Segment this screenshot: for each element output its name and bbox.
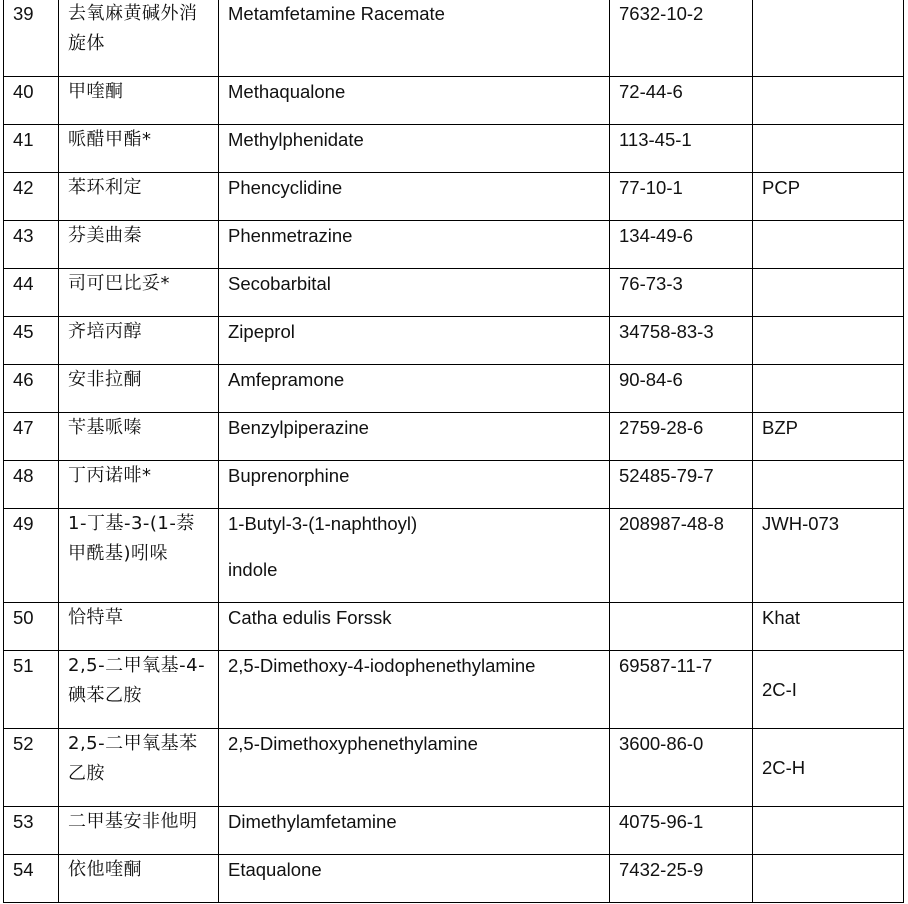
english-name-line2: indole bbox=[228, 559, 278, 580]
row-number: 45 bbox=[4, 317, 59, 365]
chinese-name: 依他喹酮 bbox=[59, 855, 219, 903]
english-name: Methaqualone bbox=[219, 77, 610, 125]
table-row bbox=[4, 365, 904, 413]
english-name: Amfepramone bbox=[219, 365, 610, 413]
note bbox=[753, 855, 904, 903]
row-number: 53 bbox=[4, 807, 59, 855]
cas-number: 72-44-6 bbox=[610, 77, 753, 125]
note: Khat bbox=[753, 603, 904, 651]
cas-number: 134-49-6 bbox=[610, 221, 753, 269]
row-number: 46 bbox=[4, 365, 59, 413]
note: 2C-I bbox=[753, 651, 904, 729]
table-row bbox=[4, 413, 904, 461]
chinese-name: 丁丙诺啡* bbox=[59, 461, 219, 509]
row-number: 48 bbox=[4, 461, 59, 509]
chinese-name: 苯环利定 bbox=[59, 173, 219, 221]
english-name bbox=[219, 509, 610, 603]
chinese-name: 2,5-二甲氧基苯乙胺 bbox=[59, 729, 219, 807]
cas-number: 34758-83-3 bbox=[610, 317, 753, 365]
table-row bbox=[4, 125, 904, 173]
drug-table bbox=[3, 0, 904, 903]
cas-number: 4075-96-1 bbox=[610, 807, 753, 855]
row-number: 41 bbox=[4, 125, 59, 173]
note bbox=[753, 269, 904, 317]
table-row bbox=[4, 461, 904, 509]
chinese-name: 芬美曲秦 bbox=[59, 221, 219, 269]
table-row bbox=[4, 509, 904, 603]
row-number: 47 bbox=[4, 413, 59, 461]
note: JWH-073 bbox=[753, 509, 904, 603]
chinese-name: 恰特草 bbox=[59, 603, 219, 651]
table-row bbox=[4, 0, 904, 77]
english-name: Dimethylamfetamine bbox=[219, 807, 610, 855]
chinese-name: 哌醋甲酯* bbox=[59, 125, 219, 173]
table-row bbox=[4, 269, 904, 317]
table-row bbox=[4, 317, 904, 365]
row-number: 44 bbox=[4, 269, 59, 317]
row-number: 39 bbox=[4, 0, 59, 77]
chinese-name: 齐培丙醇 bbox=[59, 317, 219, 365]
chinese-name: 二甲基安非他明 bbox=[59, 807, 219, 855]
chinese-name: 1-丁基-3-(1-萘甲酰基)吲哚 bbox=[59, 509, 219, 603]
note bbox=[753, 461, 904, 509]
cas-number: 7632-10-2 bbox=[610, 0, 753, 77]
english-name: 2,5-Dimethoxyphenethylamine bbox=[219, 729, 610, 807]
table-row bbox=[4, 729, 904, 807]
english-name: Benzylpiperazine bbox=[219, 413, 610, 461]
table-row bbox=[4, 855, 904, 903]
chinese-name: 安非拉酮 bbox=[59, 365, 219, 413]
english-name: Metamfetamine Racemate bbox=[219, 0, 610, 77]
english-name: Secobarbital bbox=[219, 269, 610, 317]
english-name: 2,5-Dimethoxy-4-iodophenethylamine bbox=[219, 651, 610, 729]
note bbox=[753, 77, 904, 125]
note: PCP bbox=[753, 173, 904, 221]
cas-number: 69587-11-7 bbox=[610, 651, 753, 729]
table-row bbox=[4, 221, 904, 269]
cas-number bbox=[610, 603, 753, 651]
cas-number: 90-84-6 bbox=[610, 365, 753, 413]
cas-number: 113-45-1 bbox=[610, 125, 753, 173]
row-number: 42 bbox=[4, 173, 59, 221]
row-number: 52 bbox=[4, 729, 59, 807]
note: 2C-H bbox=[753, 729, 904, 807]
note bbox=[753, 125, 904, 173]
chinese-name: 去氧麻黄碱外消旋体 bbox=[59, 0, 219, 77]
row-number: 43 bbox=[4, 221, 59, 269]
english-name: Catha edulis Forssk bbox=[219, 603, 610, 651]
note bbox=[753, 365, 904, 413]
row-number: 40 bbox=[4, 77, 59, 125]
cas-number: 77-10-1 bbox=[610, 173, 753, 221]
english-name: Phencyclidine bbox=[219, 173, 610, 221]
cas-number: 2759-28-6 bbox=[610, 413, 753, 461]
table-row bbox=[4, 807, 904, 855]
table-row bbox=[4, 77, 904, 125]
note bbox=[753, 807, 904, 855]
table-row bbox=[4, 651, 904, 729]
note bbox=[753, 317, 904, 365]
cas-number: 52485-79-7 bbox=[610, 461, 753, 509]
table-row bbox=[4, 173, 904, 221]
english-name: Etaqualone bbox=[219, 855, 610, 903]
english-name: Phenmetrazine bbox=[219, 221, 610, 269]
cas-number: 76-73-3 bbox=[610, 269, 753, 317]
cas-number: 208987-48-8 bbox=[610, 509, 753, 603]
english-name: Methylphenidate bbox=[219, 125, 610, 173]
english-name: Buprenorphine bbox=[219, 461, 610, 509]
table-row bbox=[4, 603, 904, 651]
english-name: Zipeprol bbox=[219, 317, 610, 365]
row-number: 54 bbox=[4, 855, 59, 903]
note: BZP bbox=[753, 413, 904, 461]
cas-number: 7432-25-9 bbox=[610, 855, 753, 903]
english-name-line1: 1-Butyl-3-(1-naphthoyl) bbox=[228, 513, 418, 534]
row-number: 51 bbox=[4, 651, 59, 729]
row-number: 50 bbox=[4, 603, 59, 651]
row-number: 49 bbox=[4, 509, 59, 603]
note bbox=[753, 221, 904, 269]
chinese-name: 甲喹酮 bbox=[59, 77, 219, 125]
cas-number: 3600-86-0 bbox=[610, 729, 753, 807]
note bbox=[753, 0, 904, 77]
chinese-name: 苄基哌嗪 bbox=[59, 413, 219, 461]
chinese-name: 司可巴比妥* bbox=[59, 269, 219, 317]
chinese-name: 2,5-二甲氧基-4-碘苯乙胺 bbox=[59, 651, 219, 729]
